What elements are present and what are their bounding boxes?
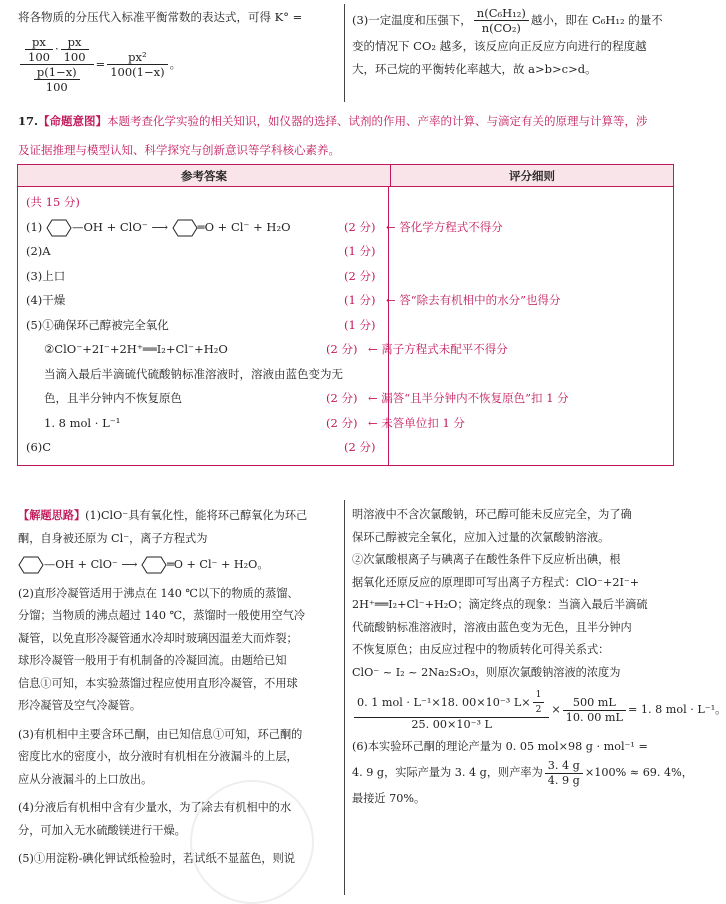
answer-row-5: (5)①确保环己醇被完全氧化 (1 分) bbox=[26, 317, 376, 332]
answer-row-1: (1) —OH + ClO⁻ ⟶ ═O + Cl⁻ + H₂O (2 分) ← 答化学方程式不得分 bbox=[26, 215, 673, 240]
answer-row-3: (3)上口 (2 分) bbox=[26, 268, 376, 283]
kp-expression: $\frac{px}{100}$ · $\frac{px}{100}$ $\frac{p(1-x)}{100}$ = $\frac{\text{px²}}{100(1-x)}$ 。 bbox=[18, 35, 338, 94]
answer-table bbox=[17, 164, 674, 466]
header-rubric: 评分细则 bbox=[391, 165, 674, 187]
header-answer: 参考答案 bbox=[18, 165, 391, 187]
total-score: (共 15 分) bbox=[26, 195, 80, 209]
kp-result-fraction: $\frac{\text{px²}}{100(1-x)}$ bbox=[107, 50, 167, 79]
q17-intent: 17.【命题意图】本题考查化学实验的相关知识，如仪器的选择、试剂的作用、产率的计算、与滴定有关的原理与计算等，涉 及证据推理与模型认知、科学探究与创新意识等学科核心素养。 bbox=[18, 114, 648, 157]
answer-row-8: 色，且半分钟内不恢复原色 (2 分) ← 漏答“且半分钟内不恢复原色”扣 1 分 bbox=[26, 386, 673, 411]
answer-row-9: 1. 8 mol · L⁻¹ (2 分) ← 未答单位扣 1 分 bbox=[26, 411, 673, 436]
answer-row-2: (2)A (1 分) bbox=[26, 244, 376, 258]
cyclohexane-ring-icon bbox=[46, 219, 72, 237]
answer-row-6: ②ClO⁻+2I⁻+2H⁺══I₂+Cl⁻+H₂O (2 分) ← 离子方程式未配平不得分 bbox=[26, 337, 673, 362]
cyclohexanone-ring-icon bbox=[141, 556, 167, 574]
cyclohexane-ring-icon bbox=[18, 556, 44, 574]
cyclohexanone-ring-icon bbox=[172, 219, 198, 237]
kp-intro: 将各物质的分压代入标准平衡常数的表达式，可得 K° = bbox=[18, 10, 303, 24]
analysis-left: 【解题思路】(1)ClO⁻具有氧化性，能将环己醇氧化为环己 酮，自身被还原为 Cl⁻，离子方程式为 —OH + ClO⁻ ⟶ ═O + Cl⁻ + H₂O。 (2)直形冷凝管适用于沸点在 140 ℃以下的物质的蒸馏、 分馏；当物质的沸点超过 140 ℃，蒸馏时一般使用空气冷 凝管，以免直形冷凝管通水冷却时玻璃因温差大而炸裂； 球形冷凝管一般用于有机制备的冷凝回流。由题给已知 信息①可知，本实验蒸馏过程应使用直形冷凝管，不用球 形冷凝管及空气冷凝管。 (3)有机相中主要含环己酮，由已知信息①可知，环己酮的 密度比水的密度小，故分液时有机相在分液漏斗的上层， 应从分液漏斗的上口放出。 (4)分液后有机相中含有少量水，为了除去有机相中的水 分，可加入无水硫酸镁进行干燥。 (5)①用淀粉-碘化钾试纸检验时，若试纸不显蓝色，则说 bbox=[18, 504, 340, 871]
kp-big-fraction: $\frac{px}{100}$ · $\frac{px}{100}$ $\frac{p(1-x)}{100}$ bbox=[20, 35, 94, 94]
top-left-block bbox=[18, 6, 338, 94]
column-divider-top bbox=[344, 4, 345, 102]
answer-row-4: (4)干燥 (1 分) ← 答“除去有机相中的水分”也得分 bbox=[26, 288, 673, 313]
answer-row-7: 当滴入最后半滴硫代硫酸钠标准溶液时，溶液由蓝色变为无 bbox=[44, 366, 343, 381]
watermark-seal bbox=[190, 780, 314, 904]
top-right-block: (3)一定温度和压强下， $\frac{\text{n(C₆H₁₂)}}{\text{n(CO₂)}}$ 越小，即在 C₆H₁₂ 的量不 变的情况下 CO₂ 越多，该反应向正反应方向进行的程度越 大，环己烷的平衡转化率越大，故 a>b>c>d。 bbox=[352, 6, 663, 76]
analysis-equation: —OH + ClO⁻ ⟶ ═O + Cl⁻ + H₂O。 bbox=[18, 554, 340, 577]
analysis-right: 明溶液中不含次氯酸钠，环己醇可能未反应完全，为了确 保环己醇被完全氧化，应加入过量的次氯酸钠溶液。 ②次氯酸根离子与碘离子在酸性条件下反应析出碘，根 据氧化还原反应的原理即可写出离子方程式：ClO⁻+2I⁻+ 2H⁺══I₂+Cl⁻+H₂O；滴定终点的现象：当滴入最后半滴硫 代硫酸钠标准溶液时，溶液由蓝色变为无色，且半分钟内 不恢复原色；由反应过程中的物质转化可得关系式： ClO⁻ ~ I₂ ~ 2Na₂S₂O₃，则原次氯酸钠溶液的浓度为 0. 1 mol · L⁻¹×18. 00×10⁻³ L× $\frac{1}{2}$ 25. 00×10⁻³ L × $\frac{500 mL}{10. 00 mL}$ = 1. 8 mol · L⁻¹。 (6)本实验环己酮的理论产量为 0. 05 mol×98 g · mol⁻¹ = 4. 9 g，实际产量为 3. 4 g，则产率为 $\frac{3. 4 g}{4. 9 g}$ ×100% ≈ 69. 4%， 最接近 70%。 bbox=[352, 508, 726, 805]
yield-calc: 4. 9 g，实际产量为 3. 4 g，则产率为 $\frac{3. 4 g}{4. 9 g}$ ×100% ≈ 69. 4%， bbox=[352, 758, 693, 787]
answer-row-10: (6)C (2 分) bbox=[26, 440, 376, 454]
column-divider-bottom bbox=[344, 500, 345, 895]
concentration-calc: 0. 1 mol · L⁻¹×18. 00×10⁻³ L× $\frac{1}{2}$ 25. 00×10⁻³ L × $\frac{500 mL}{10. 00 mL}$ = 1. 8 mol · L⁻¹。 bbox=[352, 688, 677, 732]
